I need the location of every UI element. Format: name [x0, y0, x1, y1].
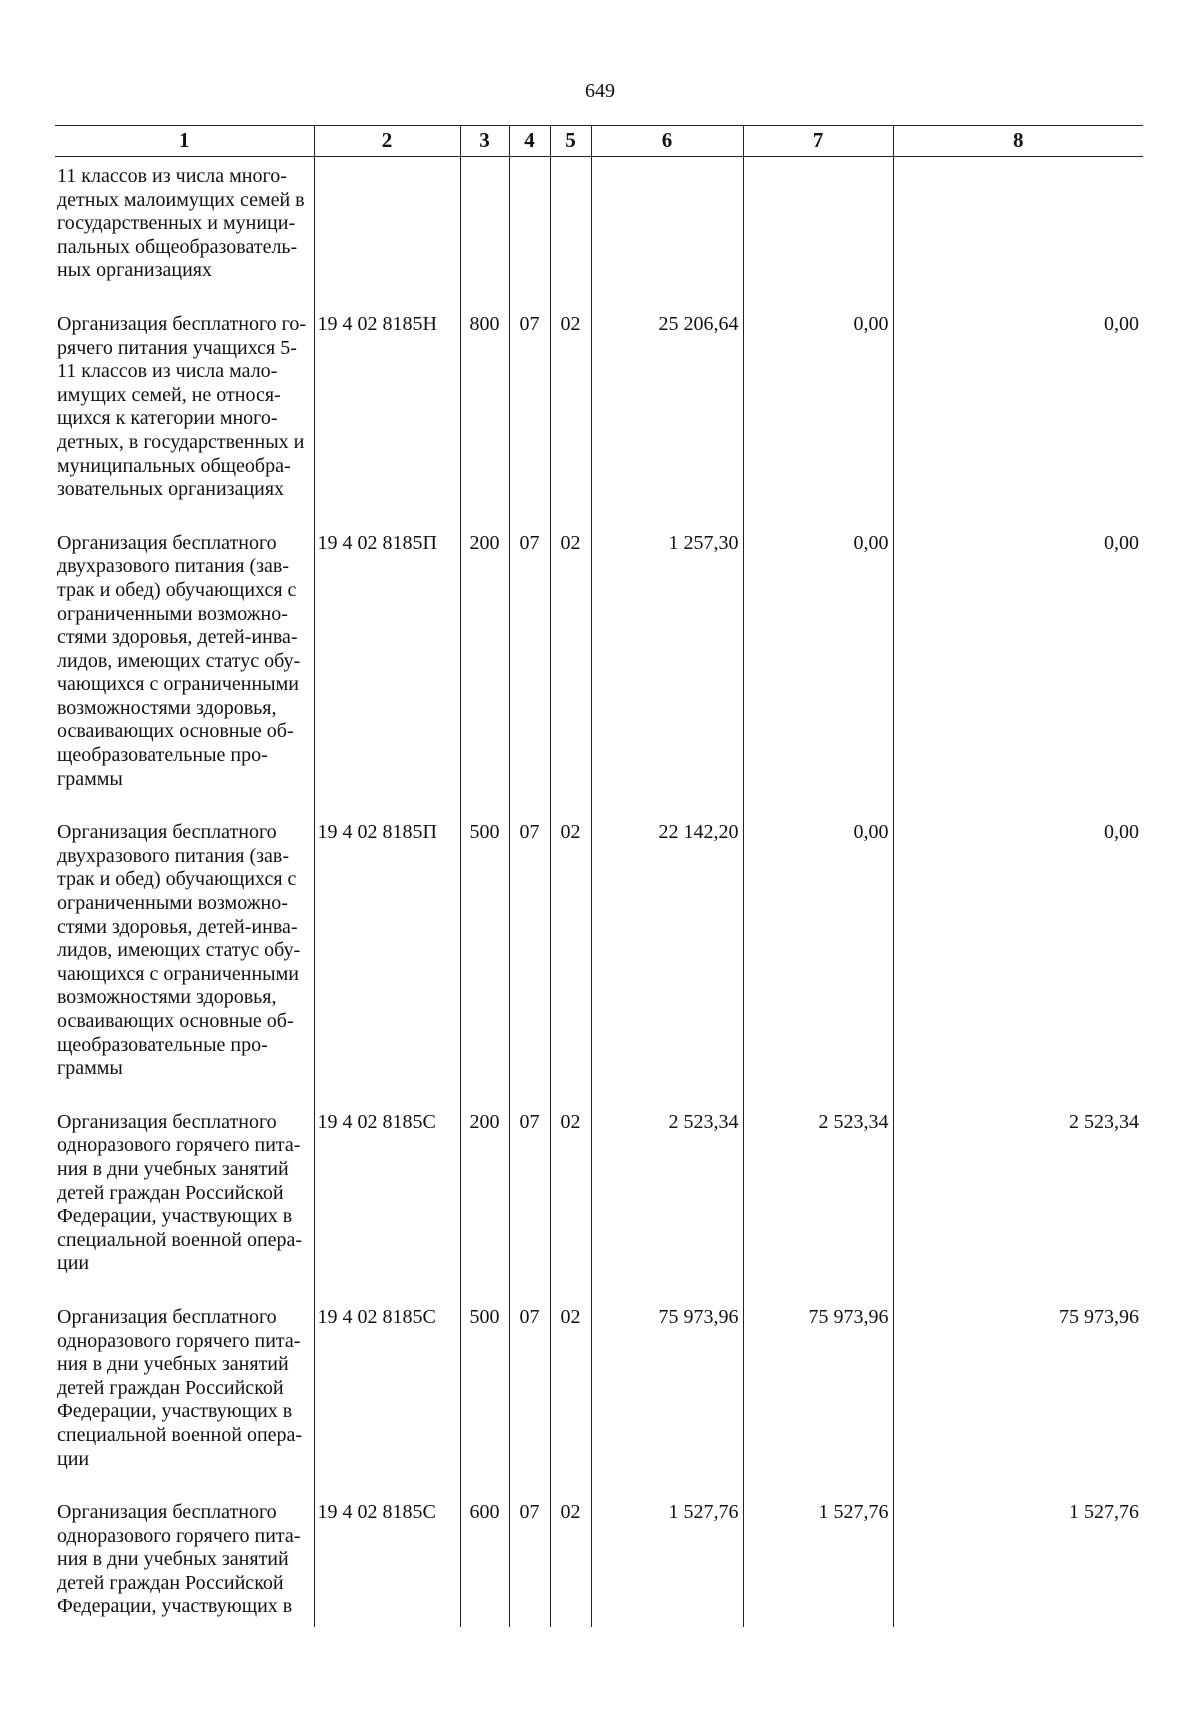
row-name-line: Организация бесплатного го- — [57, 312, 307, 335]
column-header-7: 7 — [743, 126, 893, 157]
page-number: 649 — [585, 80, 615, 102]
row-code-cell: 19 4 02 8185Н — [314, 307, 460, 526]
row-name-line: чающихся с ограниченными — [57, 962, 299, 985]
row-name-line: лидов, имеющих статус обу- — [57, 939, 301, 962]
row-code-cell: 19 4 02 8185С — [314, 1300, 460, 1495]
row-value-6-cell: 25 206,64 — [591, 307, 743, 526]
column-header-8: 8 — [893, 126, 1143, 157]
column-header-3: 3 — [460, 126, 509, 157]
column-header-2: 2 — [314, 126, 460, 157]
table-row — [55, 1495, 1143, 1627]
row-name-line: Организация бесплатного — [57, 1110, 277, 1133]
row-name-line: Организация бесплатного — [57, 531, 277, 554]
row-name-line: ния в дни учебных занятий — [57, 1157, 289, 1180]
row-name-cell — [55, 307, 314, 526]
row-name-line: щеобразовательные про- — [57, 1033, 268, 1056]
row-subsection-cell: 02 — [550, 1495, 591, 1627]
row-name-line: пальных общеобразователь- — [57, 235, 298, 258]
row-value-8-cell: 0,00 — [893, 526, 1143, 816]
row-name-line: одноразового горячего пита- — [57, 1329, 301, 1352]
row-value-6-cell: 1 257,30 — [591, 526, 743, 816]
row-name-line: граммы — [57, 1057, 123, 1080]
column-header-4: 4 — [509, 126, 550, 157]
row-subsection-cell: 02 — [550, 526, 591, 816]
row-subsection-cell: 02 — [550, 1300, 591, 1495]
row-name-cell — [55, 815, 314, 1105]
row-value-7-cell: 0,00 — [743, 307, 893, 526]
row-code-cell: 19 4 02 8185П — [314, 526, 460, 816]
row-section-cell: 07 — [509, 307, 550, 526]
row-name-line: детей граждан Российской — [57, 1571, 284, 1594]
row-subsection-cell: 02 — [550, 815, 591, 1105]
row-name-line: Организация бесплатного — [57, 1305, 277, 1328]
row-name-line: двухразового питания (зав- — [57, 555, 290, 578]
row-name-line: Организация бесплатного — [57, 821, 277, 844]
row-section-cell — [509, 157, 550, 307]
row-name-line: возможностями здоровья, — [57, 986, 277, 1009]
row-value-7-cell: 2 523,34 — [743, 1105, 893, 1300]
row-code-cell: 19 4 02 8185С — [314, 1495, 460, 1627]
table-row — [55, 1105, 1143, 1300]
row-name-line: одноразового горячего пита- — [57, 1134, 301, 1157]
row-section-cell: 07 — [509, 1300, 550, 1495]
row-name-line: одноразового горячего пита- — [57, 1524, 301, 1547]
row-name-line: Организация бесплатного — [57, 1501, 277, 1524]
table-body — [55, 157, 1143, 1628]
row-value-6-cell — [591, 157, 743, 307]
row-name-line: Федерации, участвующих в — [57, 1205, 293, 1228]
row-expense-type-cell: 600 — [460, 1495, 509, 1627]
row-name-line: осваивающих основные об- — [57, 720, 294, 743]
column-header-5: 5 — [550, 126, 591, 157]
row-value-8-cell: 0,00 — [893, 815, 1143, 1105]
row-name-line: специальной военной опера- — [57, 1228, 303, 1251]
row-name-line: чающихся с ограниченными — [57, 673, 299, 696]
row-expense-type-cell: 500 — [460, 815, 509, 1105]
row-name-line: возможностями здоровья, — [57, 696, 277, 719]
row-expense-type-cell — [460, 157, 509, 307]
column-header-6: 6 — [591, 126, 743, 157]
row-value-8-cell: 1 527,76 — [893, 1495, 1143, 1627]
row-code-cell: 19 4 02 8185П — [314, 815, 460, 1105]
row-subsection-cell: 02 — [550, 1105, 591, 1300]
row-value-7-cell: 75 973,96 — [743, 1300, 893, 1495]
row-name-line: ции — [57, 1252, 90, 1275]
row-value-7-cell: 1 527,76 — [743, 1495, 893, 1627]
row-name-line: 11 классов из числа много- — [57, 165, 287, 187]
row-name-line: трак и обед) обучающихся с — [57, 578, 297, 601]
table-row — [55, 157, 1143, 307]
row-name-line: Федерации, участвующих в — [57, 1595, 293, 1618]
row-value-8-cell — [893, 157, 1143, 307]
row-value-8-cell: 2 523,34 — [893, 1105, 1143, 1300]
row-name-cell — [55, 157, 314, 307]
row-value-7-cell: 0,00 — [743, 815, 893, 1105]
row-name-line: граммы — [57, 767, 123, 790]
row-name-line: ограниченными возможно- — [57, 892, 288, 915]
table-row — [55, 307, 1143, 526]
row-section-cell: 07 — [509, 815, 550, 1105]
header-row — [55, 126, 1143, 157]
row-expense-type-cell: 200 — [460, 526, 509, 816]
row-value-7-cell: 0,00 — [743, 526, 893, 816]
row-name-line: 11 классов из числа мало- — [57, 360, 278, 383]
row-name-line: специальной военной опера- — [57, 1423, 303, 1446]
row-name-line: имущих семей, не относя- — [57, 383, 281, 406]
table-row — [55, 815, 1143, 1105]
row-expense-type-cell: 500 — [460, 1300, 509, 1495]
row-expense-type-cell: 800 — [460, 307, 509, 526]
row-name-cell — [55, 526, 314, 816]
row-name-line: трак и обед) обучающихся с — [57, 868, 297, 891]
budget-table — [55, 125, 1143, 1627]
row-value-7-cell — [743, 157, 893, 307]
row-name-cell — [55, 1300, 314, 1495]
row-value-8-cell: 75 973,96 — [893, 1300, 1143, 1495]
row-expense-type-cell: 200 — [460, 1105, 509, 1300]
row-name-line: детных, в государственных и — [57, 430, 305, 453]
row-name-line: стями здоровья, детей-инва- — [57, 915, 298, 938]
row-name-line: муниципальных общеобра- — [57, 454, 291, 477]
row-name-line: зовательных организациях — [57, 478, 285, 501]
row-name-line: детей граждан Российской — [57, 1181, 284, 1204]
row-name-line: щеобразовательные про- — [57, 744, 268, 767]
row-value-6-cell: 1 527,76 — [591, 1495, 743, 1627]
row-name-line: двухразового питания (зав- — [57, 844, 290, 867]
row-name-line: детных малоимущих семей в — [57, 188, 305, 211]
row-name-line: ния в дни учебных занятий — [57, 1353, 289, 1376]
row-name-cell — [55, 1105, 314, 1300]
row-name-line: ограниченными возможно- — [57, 602, 288, 625]
column-header-1: 1 — [55, 126, 314, 157]
row-name-line: осваивающих основные об- — [57, 1010, 294, 1032]
row-name-cell — [55, 1495, 314, 1627]
row-code-cell: 19 4 02 8185С — [314, 1105, 460, 1300]
row-section-cell: 07 — [509, 526, 550, 816]
row-section-cell: 07 — [509, 1105, 550, 1300]
row-name-line: рячего питания учащихся 5- — [57, 336, 297, 359]
row-name-line: детей граждан Российской — [57, 1376, 284, 1399]
table-row — [55, 1300, 1143, 1495]
row-value-8-cell: 0,00 — [893, 307, 1143, 526]
row-name-line: стями здоровья, детей-инва- — [57, 626, 298, 649]
row-name-line: государственных и муници- — [57, 212, 296, 235]
row-value-6-cell: 75 973,96 — [591, 1300, 743, 1495]
row-name-line: Федерации, участвующих в — [57, 1400, 293, 1423]
row-value-6-cell: 22 142,20 — [591, 815, 743, 1105]
row-value-6-cell: 2 523,34 — [591, 1105, 743, 1300]
row-name-line: ции — [57, 1447, 90, 1470]
row-name-line: ния в дни учебных занятий — [57, 1548, 289, 1571]
row-section-cell: 07 — [509, 1495, 550, 1627]
row-subsection-cell — [550, 157, 591, 307]
row-name-line: ных организациях — [57, 259, 213, 282]
table-row — [55, 526, 1143, 816]
row-name-line: щихся к категории много- — [57, 407, 278, 430]
row-code-cell — [314, 157, 460, 307]
row-subsection-cell: 02 — [550, 307, 591, 526]
row-name-line: лидов, имеющих статус обу- — [57, 649, 301, 672]
